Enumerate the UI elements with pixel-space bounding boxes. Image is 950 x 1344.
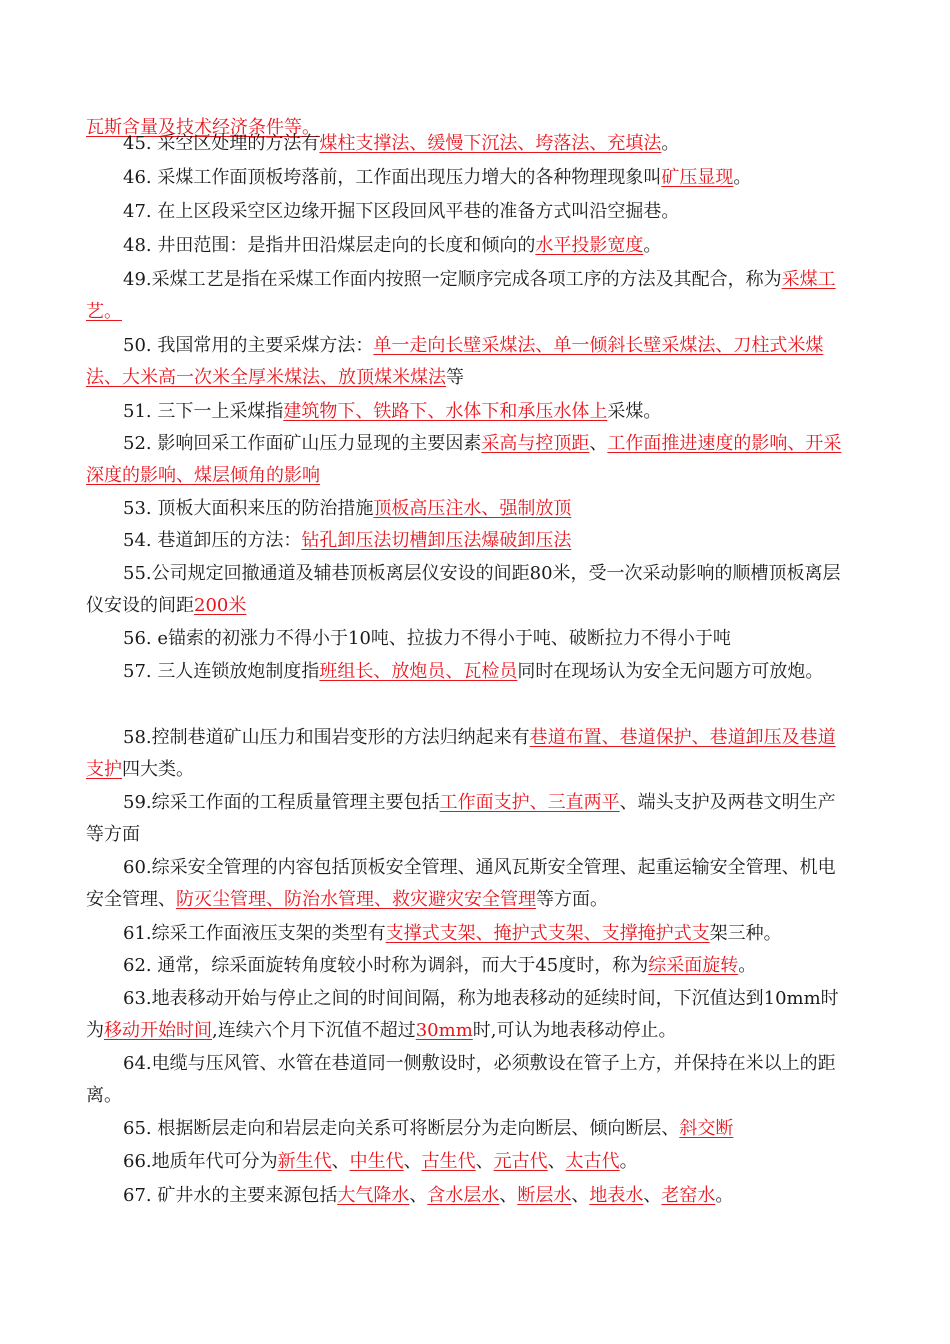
question-text: 架三种。 bbox=[709, 923, 782, 944]
paragraph bbox=[86, 230, 846, 262]
paragraph bbox=[86, 196, 846, 228]
question-text: 58.控制巷道矿山压力和围岩变形的方法归纳起来有 bbox=[123, 727, 530, 748]
paragraph bbox=[86, 264, 846, 327]
answer-text: 移动开始时间 bbox=[104, 1019, 212, 1041]
paragraph bbox=[86, 1146, 846, 1178]
question-text: 采煤。 bbox=[607, 401, 662, 422]
question-text: 、 bbox=[571, 1185, 590, 1206]
question-text: 54. 巷道卸压的方法： bbox=[123, 530, 302, 551]
paragraph bbox=[86, 428, 846, 491]
question-text: 45. 采空区处理的方法有 bbox=[123, 133, 320, 154]
question-text: 、 bbox=[403, 1151, 422, 1172]
question-text: 64.电缆与压风管、水管在巷道同一侧敷设时，必须敷设在管子上方，并保持在米以上的距离。 bbox=[86, 1053, 836, 1106]
answer-text: 200米 bbox=[194, 594, 247, 616]
question-text: ,连续六个月下沉值不超过 bbox=[212, 1019, 416, 1041]
answer-text: 大气降水 bbox=[337, 1185, 410, 1206]
paragraph bbox=[86, 950, 846, 982]
question-text: 。 bbox=[643, 235, 662, 256]
paragraph bbox=[86, 983, 846, 1046]
answer-text: 30mm bbox=[415, 1019, 473, 1041]
paragraph bbox=[86, 128, 846, 160]
question-text: 等 bbox=[446, 366, 464, 388]
paragraph bbox=[86, 623, 846, 655]
paragraph bbox=[86, 396, 846, 428]
paragraph bbox=[86, 1048, 846, 1111]
paragraph bbox=[86, 162, 846, 194]
question-text: 、 bbox=[331, 1151, 350, 1172]
answer-text: 水平投影宽度 bbox=[535, 235, 644, 256]
question-text: 63.地表移动开始与停止之间的时间间隔，称为地表移动的延续时间，下沉值达到10mm时为 bbox=[86, 988, 839, 1041]
question-text: 66.地质年代可分为 bbox=[123, 1151, 278, 1172]
paragraph bbox=[86, 525, 846, 557]
answer-text: 太古代 bbox=[565, 1151, 620, 1172]
answer-text: 钻孔卸压法切槽卸压法爆破卸压法 bbox=[301, 530, 572, 551]
answer-text: 煤柱支撑法、缓慢下沉法、垮落法、充填法 bbox=[319, 133, 662, 154]
answer-text: 工作面支护、三直两平 bbox=[439, 792, 620, 813]
paragraph bbox=[86, 656, 846, 688]
paragraph bbox=[86, 1113, 846, 1145]
question-text: 55.公司规定回撤通道及辅巷顶板离层仪安设的间距80米，受一次采动影响的顺槽顶板离层仪安设的间距 bbox=[86, 563, 841, 616]
answer-text: 巷道布置、巷道保护、巷道卸压及巷道支护 bbox=[86, 727, 836, 780]
answer-text: 顶板高压注水、强制放顶 bbox=[373, 498, 572, 519]
answer-text: 地表水 bbox=[589, 1185, 644, 1206]
answer-text: 断层水 bbox=[517, 1185, 572, 1206]
question-text: 等方面。 bbox=[536, 888, 608, 910]
paragraph bbox=[86, 918, 846, 950]
question-text: 、 bbox=[409, 1185, 428, 1206]
question-text: 52. 影响回采工作面矿山压力显现的主要因素 bbox=[123, 433, 482, 454]
question-text: 61.综采工作面液压支架的类型有 bbox=[123, 923, 386, 944]
paragraph bbox=[86, 787, 846, 850]
answer-text: 斜交断 bbox=[679, 1118, 734, 1139]
question-text: 、 bbox=[475, 1151, 494, 1172]
question-text: 四大类。 bbox=[122, 758, 194, 780]
answer-text: 班组长、放炮员、瓦检员 bbox=[319, 661, 518, 682]
answer-text: 单一走向长壁采煤法、单一倾斜长壁采煤法、刀柱式米煤法、大米高一次米全厚米煤法、放顶煤米煤法 bbox=[86, 335, 824, 388]
answer-text: 建筑物下、铁路下、水体下和承压水体上 bbox=[283, 401, 608, 422]
question-text: 47. 在上区段采空区边缘开掘下区段回风平巷的准备方式叫沿空掘巷。 bbox=[123, 201, 680, 222]
answer-text: 工作面推进速度的影响、开采深度的影响、煤层倾角的影响 bbox=[86, 433, 842, 486]
paragraph bbox=[86, 1180, 846, 1212]
question-text: 同时在现场认为安全无问题方可放炮。 bbox=[517, 661, 824, 682]
question-text: 51. 三下一上采煤指 bbox=[123, 401, 284, 422]
question-text: 62. 通常，综采面旋转角度较小时称为调斜，而大于45度时，称为 bbox=[123, 955, 649, 976]
question-text: 46. 采煤工作面顶板垮落前，工作面出现压力增大的各种物理现象叫 bbox=[123, 167, 662, 188]
question-text: 。 bbox=[738, 955, 757, 976]
answer-text: 含水层水 bbox=[427, 1185, 500, 1206]
question-text: 59.综采工作面的工程质量管理主要包括 bbox=[123, 792, 440, 813]
question-text: 、 bbox=[547, 1151, 566, 1172]
answer-text: 采煤工艺。 bbox=[86, 269, 836, 322]
question-text: 。 bbox=[733, 167, 752, 188]
answer-text: 防灭尘管理、防治水管理、救灾避灾安全管理 bbox=[176, 888, 536, 910]
question-text: 60.综采安全管理的内容包括顶板安全管理、通风瓦斯安全管理、起重运输安全管理、机电安全管理、 bbox=[86, 857, 836, 910]
answer-text: 矿压显现 bbox=[661, 167, 734, 188]
question-text: 、端头支护及两巷文明生产等方面 bbox=[86, 792, 836, 845]
question-text: 。 bbox=[619, 1151, 638, 1172]
question-text: 57. 三人连锁放炮制度指 bbox=[123, 661, 320, 682]
question-text: 49.采煤工艺是指在采煤工作面内按照一定顺序完成各项工序的方法及其配合，称为 bbox=[123, 269, 782, 290]
question-text: 65. 根据断层走向和岩层走向关系可将断层分为走向断层、倾向断层、 bbox=[123, 1118, 680, 1139]
question-text: 48. 井田范围：是指井田沿煤层走向的长度和倾向的 bbox=[123, 235, 536, 256]
paragraph bbox=[86, 722, 846, 785]
paragraph bbox=[86, 852, 846, 915]
question-text: 。 bbox=[661, 133, 680, 154]
question-text: 。 bbox=[715, 1185, 734, 1206]
answer-text: 古生代 bbox=[421, 1151, 476, 1172]
answer-text: 新生代 bbox=[277, 1151, 332, 1172]
question-text: 56. e锚索的初涨力不得小于10吨、拉拔力不得小于吨、破断拉力不得小于吨 bbox=[123, 628, 731, 649]
question-text: 、 bbox=[499, 1185, 518, 1206]
question-text: 53. 顶板大面积来压的防治措施 bbox=[123, 498, 374, 519]
answer-text: 中生代 bbox=[349, 1151, 404, 1172]
answer-text: 老窑水 bbox=[661, 1185, 716, 1206]
answer-text: 瓦斯含量及技术经济条件等。 bbox=[86, 117, 320, 138]
paragraph bbox=[86, 493, 846, 525]
question-text: 67. 矿井水的主要来源包括 bbox=[123, 1185, 338, 1206]
question-text: 、 bbox=[589, 433, 608, 454]
answer-text: 综采面旋转 bbox=[648, 955, 739, 976]
paragraph bbox=[86, 330, 846, 393]
answer-text: 元古代 bbox=[493, 1151, 548, 1172]
question-text: 50. 我国常用的主要采煤方法： bbox=[123, 335, 374, 356]
question-text: 时,可认为地表移动停止。 bbox=[472, 1019, 677, 1041]
answer-text: 采高与控顶距 bbox=[481, 433, 590, 454]
question-text: 、 bbox=[643, 1185, 662, 1206]
paragraph bbox=[86, 558, 846, 621]
answer-text: 支撑式支架、掩护式支架、支撑掩护式支 bbox=[385, 923, 710, 944]
